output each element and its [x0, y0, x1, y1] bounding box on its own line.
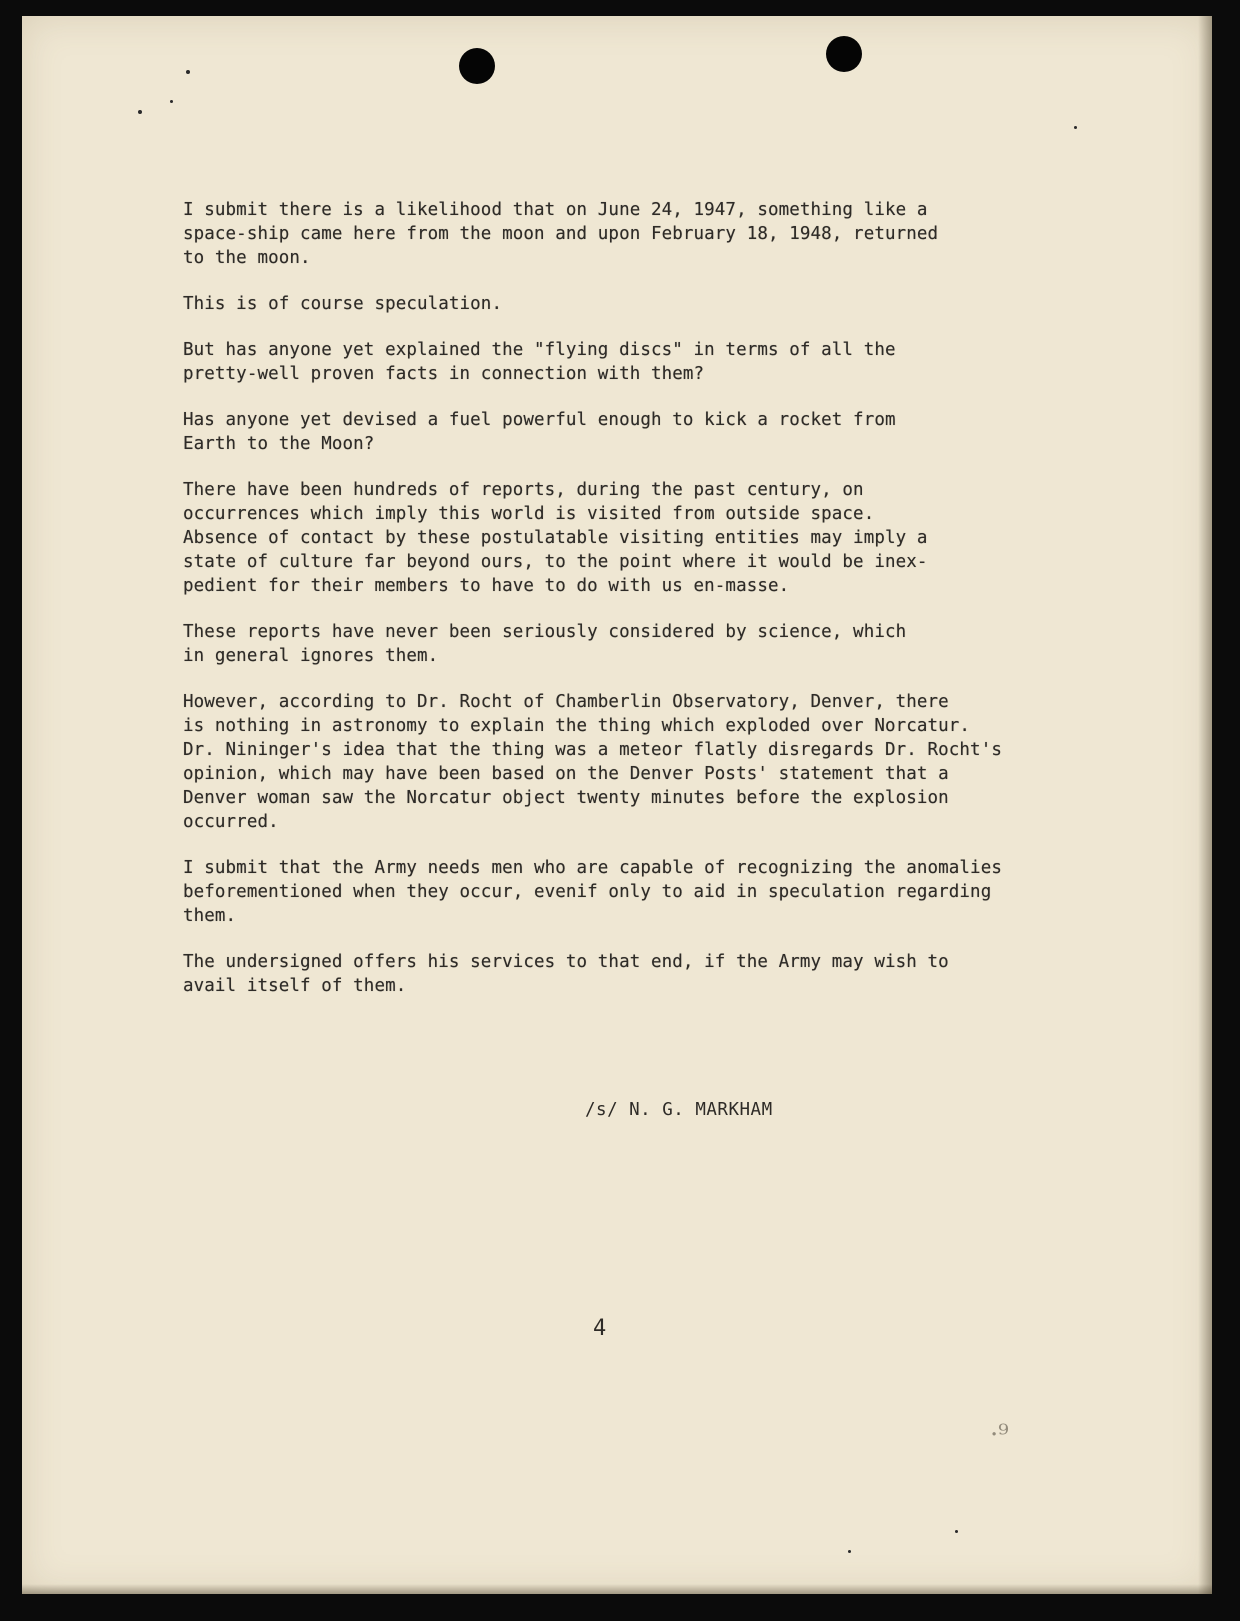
letter-body — [183, 198, 1123, 1020]
page-edge-shadow-right — [1198, 16, 1212, 1594]
paragraph-norcatur: However, according to Dr. Rocht of Chamberlin Observatory, Denver, there is nothing in astronomy to explain the thing which exploded over Norcatur. Dr. Nininger's idea that the thing was a meteor flatly disregards Dr. Rocht's opinion, which may have been based on the Denver Posts' statement that a Denver woman saw the Norcatur object twenty minutes before the explosion occurred. — [183, 692, 1002, 832]
paragraph-army-needs: I submit that the Army needs men who are capable of recognizing the anomalies beforementioned when they occur, evenif only to aid in speculation regarding them. — [183, 858, 1002, 926]
punch-hole-right — [826, 36, 862, 72]
paragraph-speculation-claim: I submit there is a likelihood that on June 24, 1947, something like a space-ship came here from the moon and upon February 18, 1948, returned to the moon. — [183, 200, 939, 268]
page-edge-shadow-bottom — [22, 1584, 1212, 1594]
signature-line: /s/ N. G. MARKHAM — [585, 1100, 773, 1120]
scan-speck — [848, 1550, 851, 1553]
paragraph-offer-services: The undersigned offers his services to that end, if the Army may wish to avail itself of them. — [183, 952, 949, 996]
page-number: 4 — [593, 1316, 607, 1341]
paragraph-rocket-fuel: Has anyone yet devised a fuel powerful enough to kick a rocket from Earth to the Moon? — [183, 410, 896, 454]
scan-speck — [170, 100, 173, 103]
scan-speck — [1074, 126, 1077, 129]
paragraph-flying-discs: But has anyone yet explained the "flying discs" in terms of all the pretty-well proven facts in connection with them? — [183, 340, 896, 384]
scan-speck — [138, 110, 142, 114]
faint-ink-mark: ·⁹ — [990, 1420, 1009, 1450]
punch-hole-left — [459, 48, 495, 84]
scan-speck — [955, 1530, 958, 1533]
paragraph-speculation-note: This is of course speculation. — [183, 294, 503, 314]
paragraph-science-ignores: These reports have never been seriously considered by science, which in general ignores them. — [183, 622, 907, 666]
scan-speck — [186, 70, 190, 74]
paragraph-reports: There have been hundreds of reports, during the past century, on occurrences which imply this world is visited from outside space. Absence of contact by these postulatable visiting entities may imply a state of culture far beyond ours, to the point where it would be inex- pedient for their members to have to do with us en-masse. — [183, 480, 928, 596]
